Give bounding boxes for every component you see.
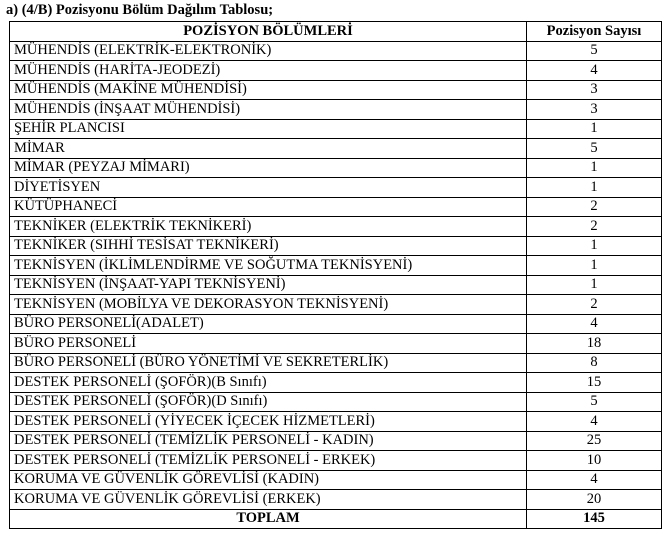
table-row <box>10 197 662 217</box>
section-name-cell: KORUMA VE GÜVENLİK GÖREVLİSİ (KADIN) <box>10 470 527 490</box>
section-name-cell: BÜRO PERSONELİ (BÜRO YÖNETİMİ VE SEKRETERLİK) <box>10 353 527 373</box>
table-row <box>10 178 662 198</box>
table-row <box>10 412 662 432</box>
position-count-cell: 1 <box>527 275 662 295</box>
position-distribution-table <box>9 21 662 529</box>
position-count-cell: 5 <box>527 392 662 412</box>
section-name-cell: DİYETİSYEN <box>10 178 527 198</box>
table-row <box>10 470 662 490</box>
section-name-cell: ŞEHİR PLANCISI <box>10 119 527 139</box>
section-name-cell: MÜHENDİS (İNŞAAT MÜHENDİSİ) <box>10 100 527 120</box>
table-row <box>10 139 662 159</box>
position-count-cell: 4 <box>527 61 662 81</box>
position-count-cell: 4 <box>527 314 662 334</box>
position-count-cell: 10 <box>527 451 662 471</box>
table-row <box>10 334 662 354</box>
section-name-cell: TEKNİKER (ELEKTRİK TEKNİKERİ) <box>10 217 527 237</box>
table-row <box>10 119 662 139</box>
table-row <box>10 373 662 393</box>
section-name-cell: TEKNİKER (SIHHİ TESİSAT TEKNİKERİ) <box>10 236 527 256</box>
table-header-row <box>10 22 662 42</box>
position-count-cell: 8 <box>527 353 662 373</box>
section-name-cell: DESTEK PERSONELİ (ŞOFÖR)(B Sınıfı) <box>10 373 527 393</box>
table-row <box>10 41 662 61</box>
position-count-cell: 15 <box>527 373 662 393</box>
position-count-cell: 5 <box>527 139 662 159</box>
table-row <box>10 490 662 510</box>
table-row <box>10 158 662 178</box>
section-name-cell: KÜTÜPHANECİ <box>10 197 527 217</box>
table-row <box>10 217 662 237</box>
table-row <box>10 80 662 100</box>
section-name-cell: MÜHENDİS (ELEKTRİK-ELEKTRONİK) <box>10 41 527 61</box>
section-name-cell: DESTEK PERSONELİ (YİYECEK İÇECEK HİZMETLERİ) <box>10 412 527 432</box>
section-name-cell: TEKNİSYEN (İKLİMLENDİRME VE SOĞUTMA TEKNİSYENİ) <box>10 256 527 276</box>
section-name-cell: KORUMA VE GÜVENLİK GÖREVLİSİ (ERKEK) <box>10 490 527 510</box>
position-count-cell: 2 <box>527 197 662 217</box>
section-name-cell: MÜHENDİS (HARİTA-JEODEZİ) <box>10 61 527 81</box>
position-count-cell: 1 <box>527 256 662 276</box>
table-row <box>10 314 662 334</box>
table-row <box>10 392 662 412</box>
section-name-cell: MİMAR <box>10 139 527 159</box>
total-row <box>10 509 662 529</box>
section-name-cell: MİMAR (PEYZAJ MİMARI) <box>10 158 527 178</box>
table-row <box>10 295 662 315</box>
position-count-cell: 2 <box>527 295 662 315</box>
position-count-cell: 20 <box>527 490 662 510</box>
section-name-cell: DESTEK PERSONELİ (ŞOFÖR)(D Sınıfı) <box>10 392 527 412</box>
position-count-cell: 18 <box>527 334 662 354</box>
section-name-cell: TEKNİSYEN (İNŞAAT-YAPI TEKNİSYENİ) <box>10 275 527 295</box>
position-count-cell: 5 <box>527 41 662 61</box>
position-count-cell: 2 <box>527 217 662 237</box>
position-count-cell: 25 <box>527 431 662 451</box>
section-name-cell: MÜHENDİS (MAKİNE MÜHENDİSİ) <box>10 80 527 100</box>
table-row <box>10 256 662 276</box>
position-count-cell: 1 <box>527 158 662 178</box>
position-count-cell: 1 <box>527 178 662 198</box>
section-name-cell: BÜRO PERSONELİ <box>10 334 527 354</box>
section-name-cell: DESTEK PERSONELİ (TEMİZLİK PERSONELİ - ERKEK) <box>10 451 527 471</box>
position-count-cell: 3 <box>527 80 662 100</box>
position-count-cell: 4 <box>527 412 662 432</box>
table-row <box>10 236 662 256</box>
position-count-cell: 4 <box>527 470 662 490</box>
table-row <box>10 61 662 81</box>
table-row <box>10 353 662 373</box>
table-row <box>10 451 662 471</box>
column-header-count: Pozisyon Sayısı <box>527 22 662 42</box>
table-heading: a) (4/B) Pozisyonu Bölüm Dağılım Tablosu; <box>6 2 274 18</box>
table-row <box>10 431 662 451</box>
position-count-cell: 1 <box>527 119 662 139</box>
table-row <box>10 100 662 120</box>
section-name-cell: TEKNİSYEN (MOBİLYA VE DEKORASYON TEKNİSYENİ) <box>10 295 527 315</box>
column-header-section: POZİSYON BÖLÜMLERİ <box>10 22 527 42</box>
total-value: 145 <box>527 509 662 529</box>
section-name-cell: BÜRO PERSONELİ(ADALET) <box>10 314 527 334</box>
table-row <box>10 275 662 295</box>
total-label: TOPLAM <box>10 509 527 529</box>
position-count-cell: 1 <box>527 236 662 256</box>
position-count-cell: 3 <box>527 100 662 120</box>
section-name-cell: DESTEK PERSONELİ (TEMİZLİK PERSONELİ - KADIN) <box>10 431 527 451</box>
